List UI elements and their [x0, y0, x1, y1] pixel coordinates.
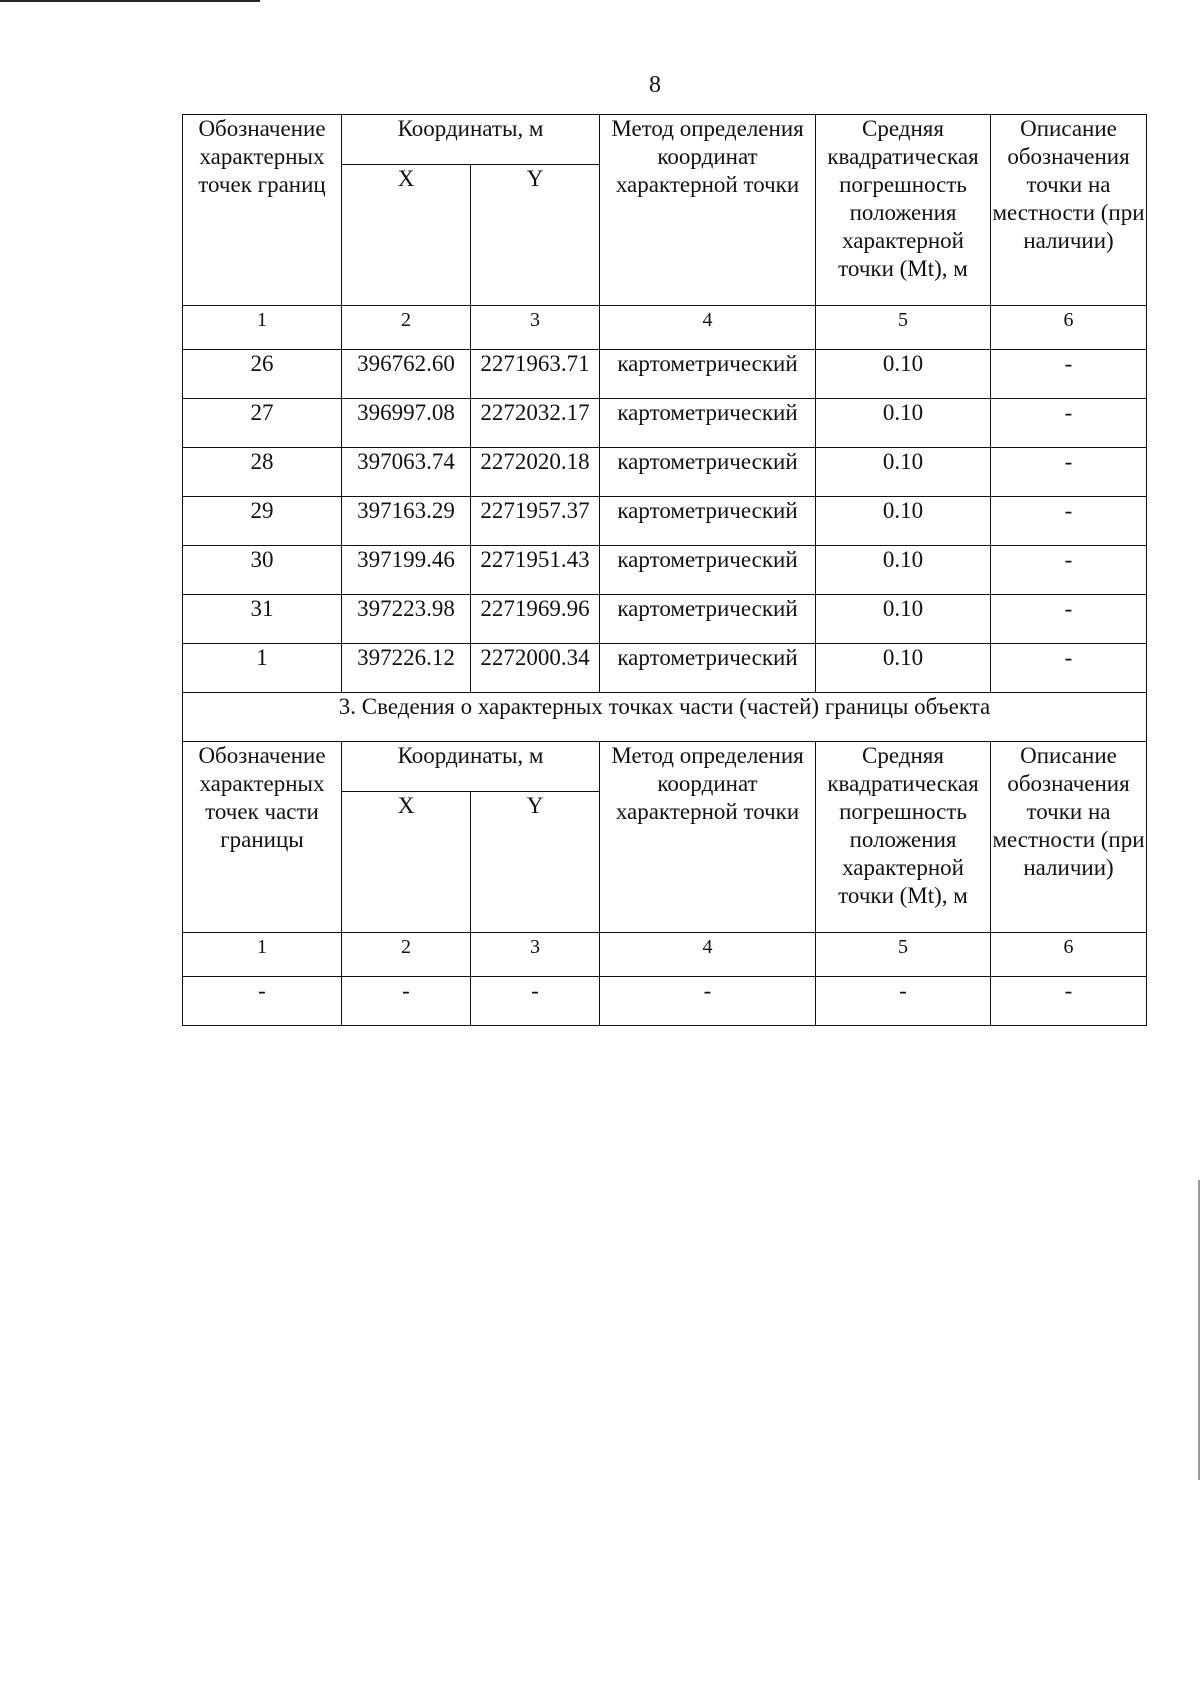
coord-y: 2271951.43	[471, 546, 600, 595]
header-row	[183, 115, 1147, 165]
error-value: -	[816, 977, 991, 1026]
header-coordinates: Координаты, м	[342, 742, 600, 792]
coord-y: 2272032.17	[471, 399, 600, 448]
part-header-row	[183, 742, 1147, 792]
coord-x: 397063.74	[342, 448, 471, 497]
method: -	[600, 977, 816, 1026]
header-description: Описание обозначения точки на местности (при наличии)	[991, 742, 1147, 933]
header-method: Метод определения координат характерной точки	[600, 742, 816, 933]
method: картометрический	[600, 546, 816, 595]
table-row	[183, 977, 1147, 1026]
coord-x: 397226.12	[342, 644, 471, 693]
column-number: 3	[471, 933, 600, 977]
coord-y: 2271969.96	[471, 595, 600, 644]
column-number: 4	[600, 306, 816, 350]
coord-y: -	[471, 977, 600, 1026]
header-x: X	[342, 165, 471, 306]
point-id: -	[183, 977, 342, 1026]
point-id: 30	[183, 546, 342, 595]
coord-y: 2271957.37	[471, 497, 600, 546]
coord-y: 2272000.34	[471, 644, 600, 693]
point-id: 27	[183, 399, 342, 448]
description: -	[991, 350, 1147, 399]
table-row	[183, 595, 1147, 644]
error-value: 0.10	[816, 644, 991, 693]
coord-x: -	[342, 977, 471, 1026]
column-number: 3	[471, 306, 600, 350]
coord-x: 397199.46	[342, 546, 471, 595]
header-error: Средняя квадратическая погрешность положения характерной точки (Mt), м	[816, 742, 991, 933]
header-x: X	[342, 792, 471, 933]
point-id: 31	[183, 595, 342, 644]
coord-x: 396762.60	[342, 350, 471, 399]
table-row	[183, 497, 1147, 546]
coord-y: 2271963.71	[471, 350, 600, 399]
point-id: 26	[183, 350, 342, 399]
part-column-numbers-row	[183, 933, 1147, 977]
header-y: Y	[471, 792, 600, 933]
header-coordinates: Координаты, м	[342, 115, 600, 165]
boundary-points-table	[182, 114, 1147, 1026]
column-number: 6	[991, 306, 1147, 350]
description: -	[991, 644, 1147, 693]
coord-y: 2272020.18	[471, 448, 600, 497]
header-method: Метод определения координат характерной точки	[600, 115, 816, 306]
column-number: 2	[342, 933, 471, 977]
column-numbers-row	[183, 306, 1147, 350]
table-row	[183, 448, 1147, 497]
point-id: 1	[183, 644, 342, 693]
method: картометрический	[600, 399, 816, 448]
error-value: 0.10	[816, 448, 991, 497]
description: -	[991, 977, 1147, 1026]
header-y: Y	[471, 165, 600, 306]
table-row	[183, 644, 1147, 693]
column-number: 6	[991, 933, 1147, 977]
column-number: 5	[816, 306, 991, 350]
column-number: 4	[600, 933, 816, 977]
scan-edge-mark	[0, 0, 260, 2]
method: картометрический	[600, 595, 816, 644]
page-number: 8	[649, 72, 661, 98]
method: картометрический	[600, 350, 816, 399]
description: -	[991, 497, 1147, 546]
header-error: Средняя квадратическая погрешность положения характерной точки (Mt), м	[816, 115, 991, 306]
error-value: 0.10	[816, 350, 991, 399]
section-title-row	[183, 693, 1147, 742]
method: картометрический	[600, 448, 816, 497]
section-title: 3. Сведения о характерных точках части (частей) границы объекта	[183, 693, 1147, 742]
method: картометрический	[600, 497, 816, 546]
coord-x: 397223.98	[342, 595, 471, 644]
header-description: Описание обозначения точки на местности (при наличии)	[991, 115, 1147, 306]
column-number: 2	[342, 306, 471, 350]
error-value: 0.10	[816, 595, 991, 644]
coord-x: 396997.08	[342, 399, 471, 448]
error-value: 0.10	[816, 546, 991, 595]
description: -	[991, 448, 1147, 497]
error-value: 0.10	[816, 399, 991, 448]
point-id: 29	[183, 497, 342, 546]
method: картометрический	[600, 644, 816, 693]
table-row	[183, 399, 1147, 448]
description: -	[991, 595, 1147, 644]
error-value: 0.10	[816, 497, 991, 546]
table-row	[183, 350, 1147, 399]
coord-x: 397163.29	[342, 497, 471, 546]
point-id: 28	[183, 448, 342, 497]
description: -	[991, 399, 1147, 448]
column-number: 5	[816, 933, 991, 977]
column-number: 1	[183, 306, 342, 350]
table-row	[183, 546, 1147, 595]
header-part-point-designation: Обозначение характерных точек части границы	[183, 742, 342, 933]
header-point-designation: Обозначение характерных точек границ	[183, 115, 342, 306]
column-number: 1	[183, 933, 342, 977]
description: -	[991, 546, 1147, 595]
